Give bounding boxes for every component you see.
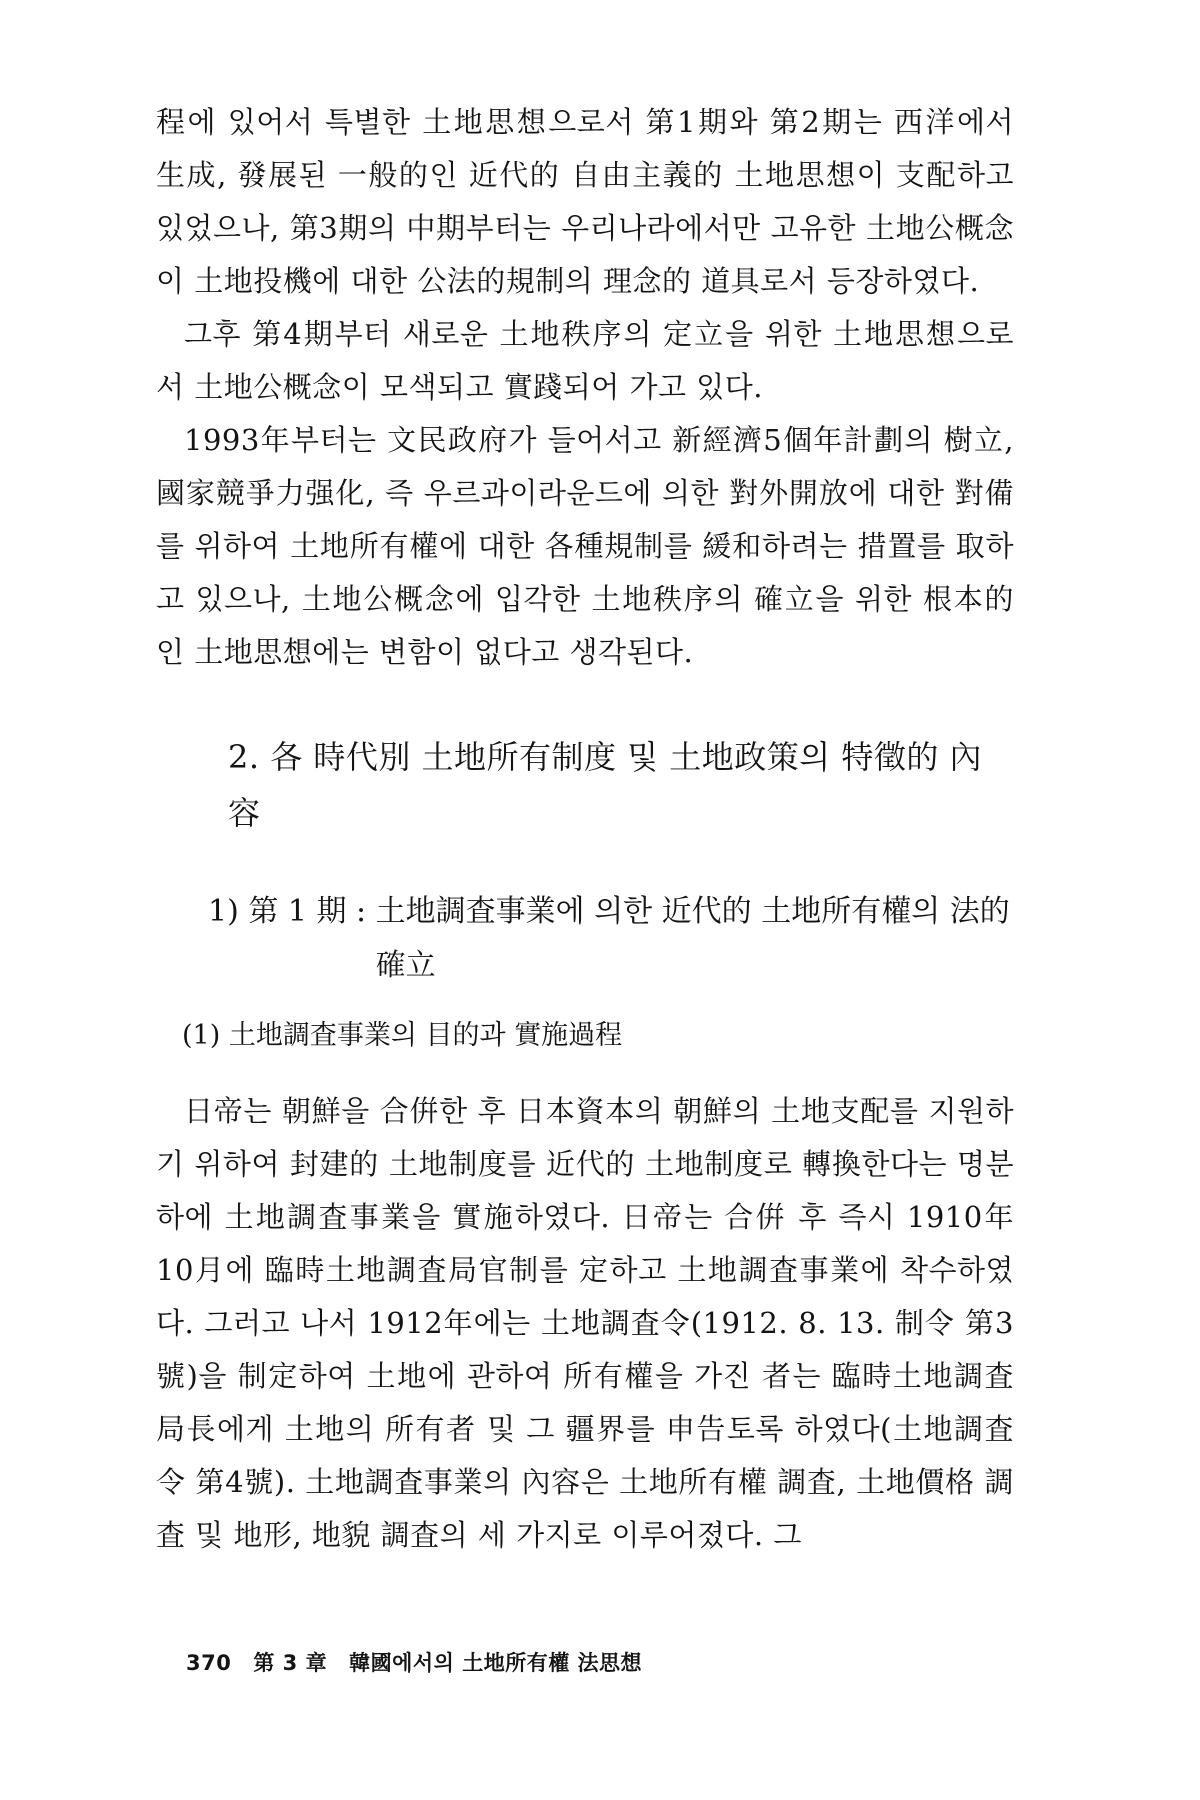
page-number: 370: [186, 1651, 232, 1675]
paragraph-civilian-government: 1993年부터는 文民政府가 들어서고 新經濟5個年計劃의 樹立, 國家競爭力强化, 즉 우르과이라운드에 의한 對外開放에 대한 對備를 위하여 土地所有權에 대한 各種規制를 緩和하려는 措置를 取하고 있으나, 土地公概念에 입각한 土地秩序의 確立을 위한 根本的인 土地思想에는 변함이 없다고 생각된다.: [156, 423, 1014, 669]
page-footer: [186, 1647, 664, 1677]
sub-heading-text: 土地調査事業에 의한 近代的 土地所有權의 法的 確立: [375, 894, 1010, 983]
subsub-heading: (1) 土地調査事業의 目的과 實施過程: [182, 1020, 623, 1051]
page-body: [156, 96, 1014, 1562]
sub-heading: [156, 885, 1014, 993]
chapter-number: 第 3 章: [253, 1651, 328, 1675]
chapter-title: 韓國에서의 土地所有權 法思想: [349, 1651, 643, 1675]
sub-heading-number: 1) 第 1 期 :: [208, 894, 376, 929]
section-heading: 2. 各 時代別 土地所有制度 및 土地政策의 特徵的 內容: [228, 738, 983, 832]
paragraph-continuation: 程에 있어서 특별한 土地思想으로서 第1期와 第2期는 西洋에서 生成, 發展된 一般的인 近代的 自由主義的 土地思想이 支配하고 있었으나, 第3期의 中期부터는 우리나라에서만 고유한 土地公概念이 土地投機에 대한 公法的規制의 理念的 道具로서 등장하였다.: [156, 105, 1014, 298]
paragraph-land-survey: 日帝는 朝鮮을 合倂한 후 日本資本의 朝鮮의 土地支配를 지원하기 위하여 封建的 土地制度를 近代的 土地制度로 轉換한다는 명분하에 土地調査事業을 實施하였다. 日帝는 合倂 후 즉시 1910年 10月에 臨時土地調査局官制를 定하고 土地調査事業에 착수하였다. 그러고 나서 1912年에는 土地調査令(1912. 8. 13. 制令 第3號)을 制定하여 土地에 관하여 所有權을 가진 者는 臨時土地調査局長에게 土地의 所有者 및 그 疆界를 申告토록 하였다(土地調査令 第4號). 土地調査事業의 內容은 土地所有權 調査, 土地價格 調査 및 地形, 地貌 調査의 세 가지로 이루어졌다. 그: [156, 1094, 1014, 1552]
paragraph-land-public-concept: 그후 第4期부터 새로운 土地秩序의 定立을 위한 土地思想으로서 土地公概念이 모색되고 實踐되어 가고 있다.: [156, 317, 1014, 404]
